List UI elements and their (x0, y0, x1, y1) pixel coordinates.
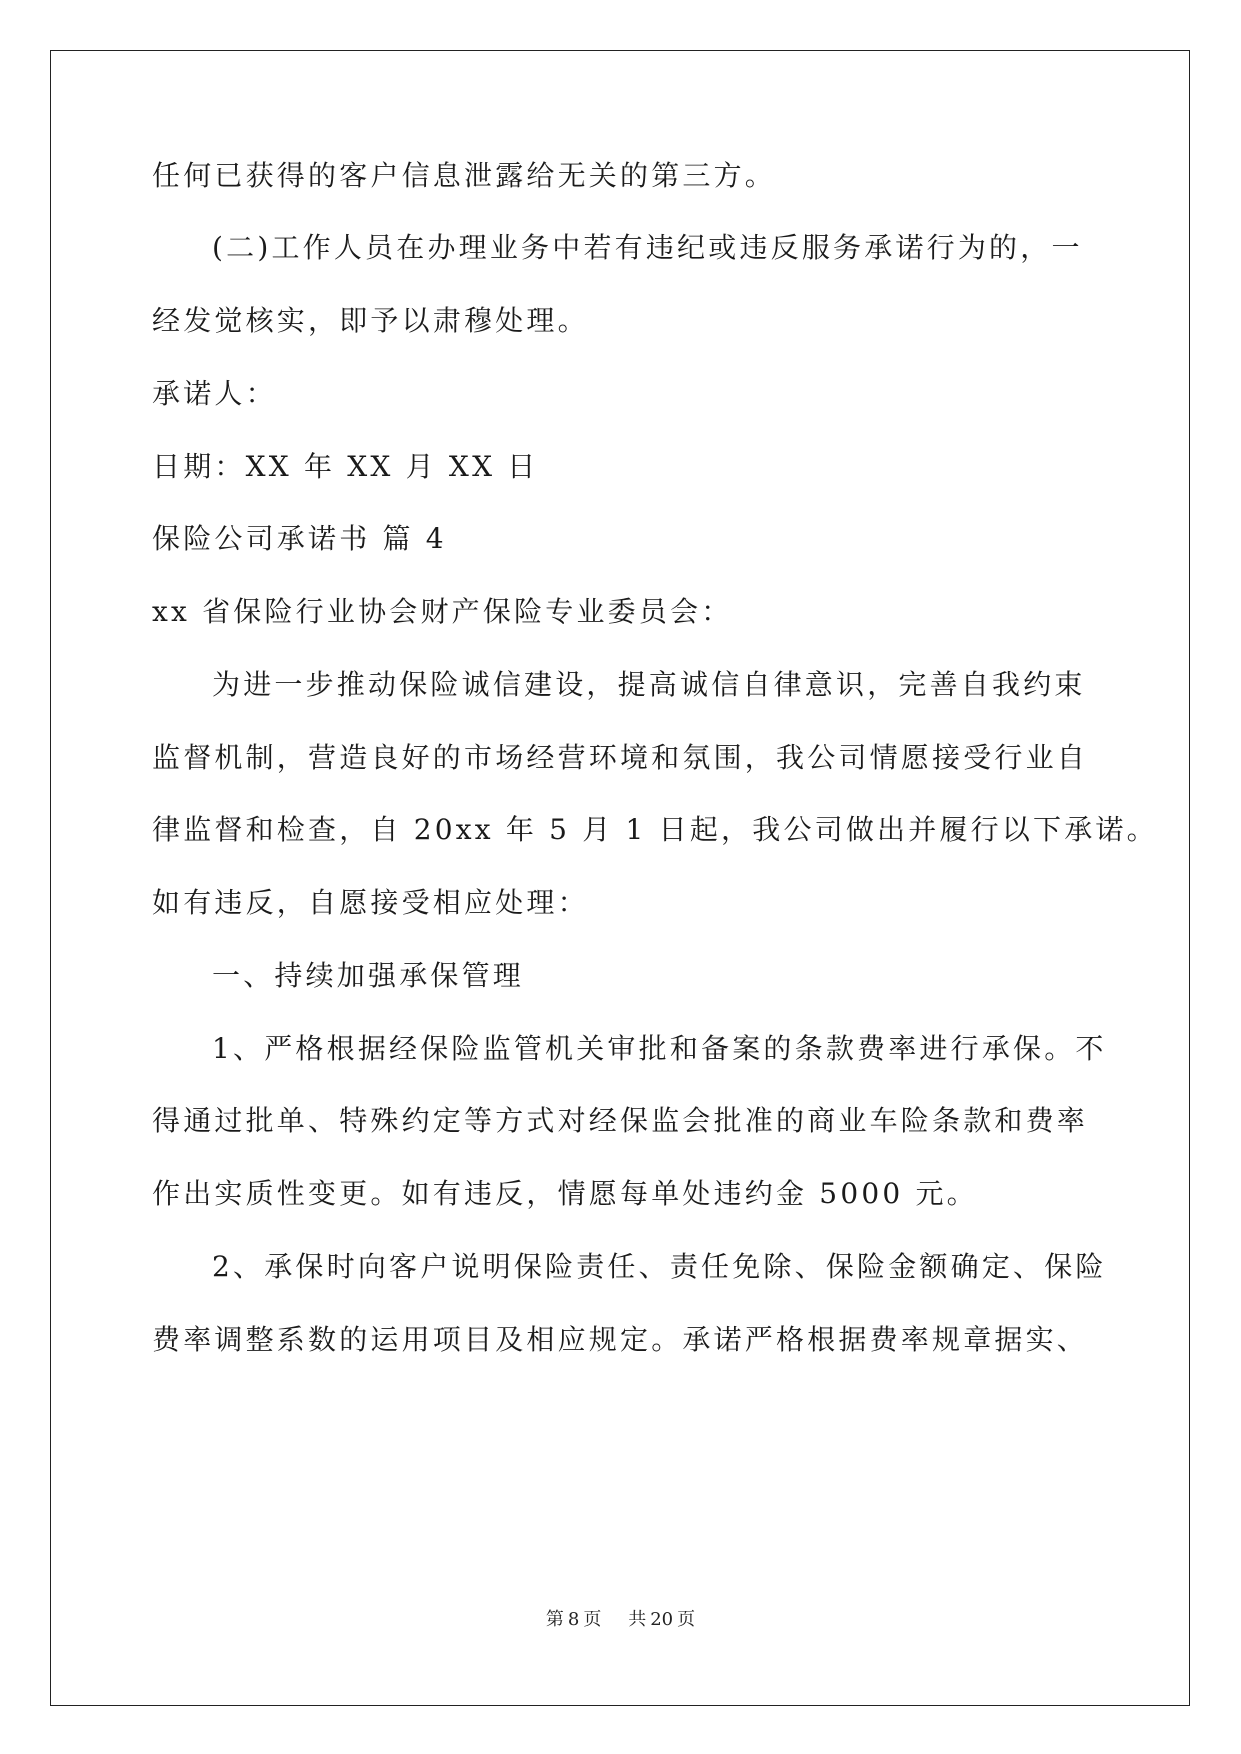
text-line: 为进一步推动保险诚信建设，提高诚信自律意识，完善自我约束 (212, 668, 1086, 701)
page-prefix: 第 (545, 1609, 564, 1630)
text-line: 作出实质性变更。如有违反，情愿每单处违约金 5000 元。 (152, 1177, 978, 1210)
current-page-number: 8 (567, 1609, 580, 1630)
signatory-label: 承诺人： (152, 377, 277, 410)
total-suffix: 页 (677, 1609, 696, 1630)
text-line: 得通过批单、特殊约定等方式对经保监会批准的商业车险条款和费率 (152, 1104, 1089, 1137)
page-suffix: 页 (583, 1609, 602, 1630)
text-line: 1、严格根据经保险监管机关审批和备案的条款费率进行承保。不 (212, 1032, 1107, 1065)
total-prefix: 共 (628, 1609, 647, 1630)
addressee-line: xx 省保险行业协会财产保险专业委员会： (152, 595, 733, 628)
text-line: 律监督和检查，自 20xx 年 5 月 1 日起，我公司做出并履行以下承诺。 (152, 813, 1158, 846)
page-footer (0, 1608, 1241, 1632)
text-line: 经发觉核实，即予以肃穆处理。 (152, 304, 589, 337)
text-line: 费率调整系数的运用项目及相应规定。承诺严格根据费率规章据实、 (152, 1323, 1089, 1356)
text-line: 监督机制，营造良好的市场经营环境和氛围，我公司情愿接受行业自 (152, 741, 1089, 774)
total-pages-number: 20 (650, 1609, 674, 1630)
text-line: (二)工作人员在办理业务中若有违纪或违反服务承诺行为的，一 (212, 231, 1083, 264)
text-line: 2、承保时向客户说明保险责任、责任免除、保险金额确定、保险 (212, 1250, 1107, 1283)
text-line: 如有违反，自愿接受相应处理： (152, 886, 589, 919)
section-heading: 保险公司承诺书 篇 4 (152, 522, 447, 555)
text-line: 任何已获得的客户信息泄露给无关的第三方。 (152, 159, 777, 192)
page-border (50, 50, 1190, 1706)
subsection-heading: 一、持续加强承保管理 (212, 959, 525, 992)
date-line: 日期：XX 年 XX 月 XX 日 (152, 450, 539, 483)
